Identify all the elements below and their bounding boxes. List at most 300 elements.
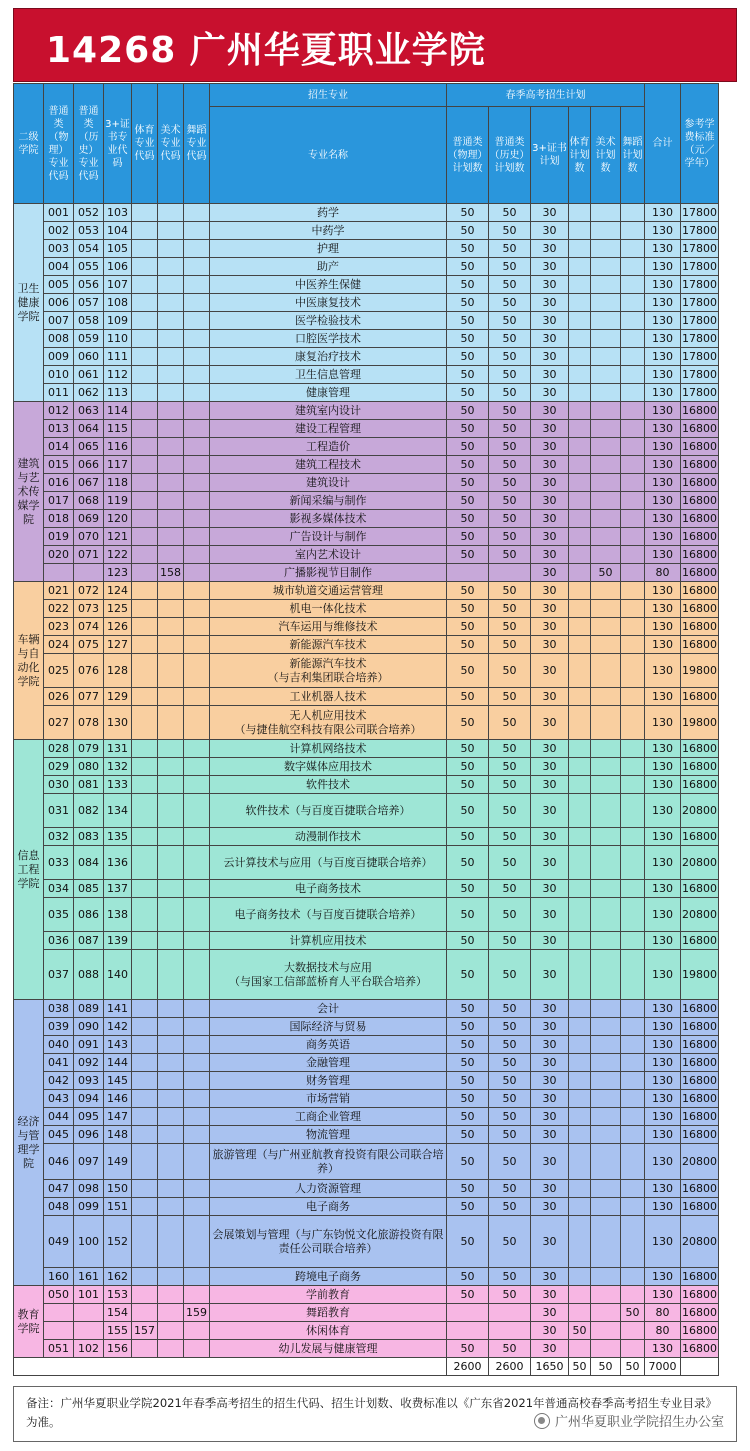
cell-code-hist: 073	[74, 600, 104, 618]
cell-code-pe	[132, 828, 158, 846]
cell-plan-hist: 50	[489, 258, 531, 276]
table-row	[14, 258, 719, 276]
cell-fee: 16800	[681, 1198, 719, 1216]
total-dance: 50	[621, 1358, 645, 1376]
cell-total: 130	[645, 402, 681, 420]
cell-plan-cert: 30	[531, 758, 569, 776]
header-code-phys: 普通类（物理）专业代码	[44, 84, 74, 204]
cell-plan-art	[591, 1108, 621, 1126]
cell-plan-art	[591, 1018, 621, 1036]
cell-code-hist: 102	[74, 1340, 104, 1358]
total-phys: 2600	[447, 1358, 489, 1376]
cell-fee: 16800	[681, 740, 719, 758]
cell-plan-hist: 50	[489, 1198, 531, 1216]
cell-code-phys: 042	[44, 1072, 74, 1090]
cell-code-phys: 019	[44, 528, 74, 546]
cell-code-phys: 012	[44, 402, 74, 420]
cell-code-art	[158, 740, 184, 758]
cell-code-hist: 057	[74, 294, 104, 312]
cell-major-name: 电子商务技术（与百度百捷联合培养）	[210, 898, 447, 932]
cell-code-hist: 083	[74, 828, 104, 846]
cell-code-art	[158, 600, 184, 618]
cell-plan-cert: 30	[531, 564, 569, 582]
cell-plan-hist: 50	[489, 636, 531, 654]
cell-fee: 16800	[681, 932, 719, 950]
cell-plan-cert: 30	[531, 706, 569, 740]
cell-plan-phys: 50	[447, 204, 489, 222]
cell-code-dance	[184, 1090, 210, 1108]
cell-major-name: 汽车运用与维修技术	[210, 618, 447, 636]
cell-code-pe	[132, 1090, 158, 1108]
cell-plan-phys: 50	[447, 528, 489, 546]
watermark-text: 广州华夏职业学院招生办公室	[554, 1415, 724, 1430]
cell-plan-dance	[621, 330, 645, 348]
cell-code-art	[158, 618, 184, 636]
cell-major-name: 跨境电子商务	[210, 1268, 447, 1286]
table-row	[14, 564, 719, 582]
cell-fee: 20800	[681, 846, 719, 880]
cell-plan-cert: 30	[531, 1268, 569, 1286]
cell-code-art	[158, 1322, 184, 1340]
cell-major-name: 中医养生保健	[210, 276, 447, 294]
cell-plan-cert: 30	[531, 898, 569, 932]
cell-plan-dance	[621, 880, 645, 898]
cell-total: 130	[645, 1126, 681, 1144]
cell-fee: 17800	[681, 258, 719, 276]
cell-plan-pe	[569, 492, 591, 510]
cell-code-phys: 037	[44, 950, 74, 1000]
cell-code-hist: 074	[74, 618, 104, 636]
cell-plan-dance	[621, 528, 645, 546]
cell-code-hist: 095	[74, 1108, 104, 1126]
cell-code-dance	[184, 222, 210, 240]
cell-plan-dance	[621, 740, 645, 758]
cell-major-name: 人力资源管理	[210, 1180, 447, 1198]
cell-plan-pe	[569, 510, 591, 528]
cell-plan-hist: 50	[489, 1268, 531, 1286]
cell-code-pe	[132, 582, 158, 600]
table-row	[14, 654, 719, 688]
cell-code-cert: 129	[104, 688, 132, 706]
cell-plan-hist: 50	[489, 1054, 531, 1072]
cell-code-cert: 113	[104, 384, 132, 402]
cell-fee: 16800	[681, 1000, 719, 1018]
cell-total: 130	[645, 1000, 681, 1018]
cell-code-art	[158, 1072, 184, 1090]
cell-code-dance	[184, 1322, 210, 1340]
cell-plan-hist: 50	[489, 1090, 531, 1108]
cell-total: 130	[645, 794, 681, 828]
cell-code-art	[158, 794, 184, 828]
cell-plan-art	[591, 510, 621, 528]
cell-major-name: 工商企业管理	[210, 1108, 447, 1126]
cell-code-pe	[132, 600, 158, 618]
cell-plan-phys: 50	[447, 794, 489, 828]
cell-plan-pe	[569, 1198, 591, 1216]
cell-plan-phys: 50	[447, 582, 489, 600]
cell-total: 130	[645, 1054, 681, 1072]
cell-fee: 16800	[681, 492, 719, 510]
cell-plan-art	[591, 258, 621, 276]
cell-code-cert: 139	[104, 932, 132, 950]
cell-code-pe	[132, 312, 158, 330]
cell-plan-pe	[569, 618, 591, 636]
cell-code-phys: 016	[44, 474, 74, 492]
cell-plan-dance	[621, 1036, 645, 1054]
cell-total: 130	[645, 1340, 681, 1358]
cell-code-phys: 033	[44, 846, 74, 880]
header-plan-pe: 体育计划数	[569, 107, 591, 204]
cell-plan-cert: 30	[531, 1304, 569, 1322]
cell-code-pe	[132, 492, 158, 510]
cell-plan-dance	[621, 1322, 645, 1340]
cell-major-name: 城市轨道交通运营管理	[210, 582, 447, 600]
cell-plan-art	[591, 528, 621, 546]
cell-plan-phys: 50	[447, 1198, 489, 1216]
cell-fee: 16800	[681, 1072, 719, 1090]
cell-plan-hist: 50	[489, 348, 531, 366]
cell-code-art	[158, 1304, 184, 1322]
cell-plan-cert: 30	[531, 600, 569, 618]
header-dept: 二级学院	[14, 84, 44, 204]
cell-plan-pe	[569, 1144, 591, 1180]
cell-fee: 17800	[681, 294, 719, 312]
cell-major-name: 无人机应用技术 （与捷佳航空科技有限公司联合培养）	[210, 706, 447, 740]
cell-plan-phys: 50	[447, 688, 489, 706]
table-row	[14, 898, 719, 932]
cell-code-phys: 007	[44, 312, 74, 330]
cell-plan-cert: 30	[531, 1198, 569, 1216]
cell-fee: 20800	[681, 1144, 719, 1180]
cell-fee: 16800	[681, 1304, 719, 1322]
cell-major-name: 大数据技术与应用 （与国家工信部蓝桥育人平台联合培养）	[210, 950, 447, 1000]
header-plan-dance: 舞蹈计划数	[621, 107, 645, 204]
cell-plan-dance	[621, 474, 645, 492]
header-code-art: 美术专业代码	[158, 84, 184, 204]
cell-code-pe	[132, 846, 158, 880]
cell-plan-dance	[621, 950, 645, 1000]
cell-major-name: 电子商务技术	[210, 880, 447, 898]
cell-plan-cert: 30	[531, 366, 569, 384]
cell-plan-cert: 30	[531, 828, 569, 846]
cell-code-phys: 017	[44, 492, 74, 510]
cell-plan-art	[591, 582, 621, 600]
cell-major-name: 金融管理	[210, 1054, 447, 1072]
cell-plan-dance	[621, 600, 645, 618]
cell-plan-dance	[621, 1000, 645, 1018]
cell-plan-hist: 50	[489, 618, 531, 636]
cell-major-name: 新能源汽车技术 （与吉利集团联合培养）	[210, 654, 447, 688]
cell-code-dance	[184, 1126, 210, 1144]
cell-code-art	[158, 1054, 184, 1072]
cell-plan-cert: 30	[531, 636, 569, 654]
cell-code-cert: 111	[104, 348, 132, 366]
cell-plan-pe	[569, 276, 591, 294]
cell-plan-cert: 30	[531, 618, 569, 636]
cell-code-dance	[184, 546, 210, 564]
cell-code-hist: 078	[74, 706, 104, 740]
cell-code-dance	[184, 828, 210, 846]
cell-code-cert: 138	[104, 898, 132, 932]
cell-plan-phys	[447, 1304, 489, 1322]
cell-code-dance	[184, 510, 210, 528]
table-row	[14, 1144, 719, 1180]
cell-plan-cert: 30	[531, 420, 569, 438]
watermark	[530, 1410, 728, 1431]
cell-plan-art	[591, 294, 621, 312]
cell-fee: 16800	[681, 1108, 719, 1126]
cell-code-cert: 132	[104, 758, 132, 776]
cell-code-art	[158, 654, 184, 688]
cell-code-art	[158, 276, 184, 294]
cell-total: 130	[645, 348, 681, 366]
cell-plan-art	[591, 1144, 621, 1180]
cell-plan-dance	[621, 618, 645, 636]
cell-code-cert: 116	[104, 438, 132, 456]
cell-plan-pe	[569, 654, 591, 688]
cell-code-cert: 107	[104, 276, 132, 294]
cell-plan-art	[591, 794, 621, 828]
cell-plan-pe	[569, 1304, 591, 1322]
cell-code-dance	[184, 1018, 210, 1036]
cell-plan-pe	[569, 828, 591, 846]
cell-code-hist: 052	[74, 204, 104, 222]
title-banner	[13, 8, 737, 82]
cell-plan-cert: 30	[531, 1000, 569, 1018]
cell-code-pe	[132, 1126, 158, 1144]
cell-plan-dance	[621, 794, 645, 828]
cell-plan-pe	[569, 846, 591, 880]
cell-code-phys: 014	[44, 438, 74, 456]
table-row	[14, 366, 719, 384]
cell-plan-phys: 50	[447, 758, 489, 776]
cell-plan-hist: 50	[489, 1180, 531, 1198]
cell-code-art	[158, 1126, 184, 1144]
cell-plan-dance	[621, 276, 645, 294]
cell-total: 130	[645, 438, 681, 456]
cell-code-art	[158, 1036, 184, 1054]
cell-code-pe	[132, 1304, 158, 1322]
cell-code-dance	[184, 898, 210, 932]
cell-major-name: 广播影视节目制作	[210, 564, 447, 582]
cell-code-hist: 056	[74, 276, 104, 294]
cell-plan-phys: 50	[447, 1090, 489, 1108]
dept-name: 教育学院	[14, 1286, 44, 1358]
cell-plan-art	[591, 438, 621, 456]
cell-fee: 16800	[681, 582, 719, 600]
cell-code-phys: 018	[44, 510, 74, 528]
table-row	[14, 204, 719, 222]
table-row	[14, 276, 719, 294]
cell-code-phys: 021	[44, 582, 74, 600]
cell-plan-dance	[621, 312, 645, 330]
cell-plan-art	[591, 312, 621, 330]
cell-code-art	[158, 528, 184, 546]
cell-code-dance	[184, 204, 210, 222]
cell-code-cert: 106	[104, 258, 132, 276]
cell-plan-art	[591, 828, 621, 846]
table-row	[14, 474, 719, 492]
cell-plan-cert: 30	[531, 204, 569, 222]
cell-code-phys	[44, 564, 74, 582]
cell-code-hist: 088	[74, 950, 104, 1000]
cell-code-hist: 090	[74, 1018, 104, 1036]
cell-plan-art	[591, 384, 621, 402]
cell-code-cert: 156	[104, 1340, 132, 1358]
cell-code-art	[158, 828, 184, 846]
cell-code-hist: 062	[74, 384, 104, 402]
table-row	[14, 1180, 719, 1198]
cell-code-art	[158, 222, 184, 240]
cell-plan-pe	[569, 776, 591, 794]
cell-plan-hist: 50	[489, 438, 531, 456]
cell-code-art	[158, 688, 184, 706]
cell-plan-hist: 50	[489, 706, 531, 740]
cell-plan-phys: 50	[447, 932, 489, 950]
cell-total: 130	[645, 846, 681, 880]
cell-plan-phys: 50	[447, 636, 489, 654]
cell-code-dance	[184, 932, 210, 950]
cell-total: 80	[645, 1322, 681, 1340]
cell-plan-cert: 30	[531, 1054, 569, 1072]
cell-total: 130	[645, 510, 681, 528]
cell-major-name: 护理	[210, 240, 447, 258]
cell-plan-dance	[621, 546, 645, 564]
cell-code-hist: 086	[74, 898, 104, 932]
cell-plan-phys: 50	[447, 950, 489, 1000]
table-row	[14, 1304, 719, 1322]
cell-code-dance: 159	[184, 1304, 210, 1322]
cell-plan-phys: 50	[447, 1268, 489, 1286]
cell-plan-cert: 30	[531, 950, 569, 1000]
cell-code-hist: 054	[74, 240, 104, 258]
cell-plan-phys: 50	[447, 1018, 489, 1036]
cell-code-art	[158, 258, 184, 276]
cell-plan-pe	[569, 222, 591, 240]
cell-code-phys: 020	[44, 546, 74, 564]
cell-code-phys: 030	[44, 776, 74, 794]
cell-fee: 16800	[681, 1340, 719, 1358]
cell-major-name: 计算机网络技术	[210, 740, 447, 758]
table-row	[14, 510, 719, 528]
cell-code-dance	[184, 1072, 210, 1090]
cell-code-pe	[132, 456, 158, 474]
cell-plan-hist: 50	[489, 1340, 531, 1358]
cell-fee: 16800	[681, 528, 719, 546]
cell-plan-dance	[621, 222, 645, 240]
cell-plan-dance	[621, 758, 645, 776]
cell-code-phys: 160	[44, 1268, 74, 1286]
cell-plan-hist: 50	[489, 1126, 531, 1144]
cell-major-name: 卫生信息管理	[210, 366, 447, 384]
header-code-pe: 体育专业代码	[132, 84, 158, 204]
header-major-group: 招生专业	[210, 84, 447, 107]
cell-code-art	[158, 240, 184, 258]
table-row	[14, 758, 719, 776]
cell-plan-dance	[621, 1286, 645, 1304]
cell-plan-dance	[621, 654, 645, 688]
cell-code-cert: 144	[104, 1054, 132, 1072]
cell-plan-pe	[569, 546, 591, 564]
cell-total: 130	[645, 950, 681, 1000]
cell-code-dance	[184, 240, 210, 258]
cell-plan-cert: 30	[531, 348, 569, 366]
cell-code-cert: 145	[104, 1072, 132, 1090]
cell-plan-pe	[569, 258, 591, 276]
cell-plan-pe	[569, 1090, 591, 1108]
cell-total: 130	[645, 740, 681, 758]
cell-plan-art	[591, 706, 621, 740]
cell-code-art	[158, 898, 184, 932]
cell-code-hist: 076	[74, 654, 104, 688]
cell-total: 130	[645, 384, 681, 402]
cell-code-phys: 003	[44, 240, 74, 258]
cell-major-name: 建设工程管理	[210, 420, 447, 438]
total-cert: 1650	[531, 1358, 569, 1376]
table-row	[14, 1054, 719, 1072]
cell-code-hist	[74, 564, 104, 582]
cell-fee: 16800	[681, 564, 719, 582]
table-row	[14, 438, 719, 456]
cell-plan-art	[591, 950, 621, 1000]
cell-plan-pe	[569, 474, 591, 492]
cell-code-phys: 049	[44, 1216, 74, 1268]
cell-plan-dance	[621, 294, 645, 312]
cell-code-art	[158, 636, 184, 654]
cell-code-phys: 024	[44, 636, 74, 654]
cell-code-pe	[132, 706, 158, 740]
cell-code-phys: 032	[44, 828, 74, 846]
cell-plan-phys: 50	[447, 600, 489, 618]
cell-plan-hist: 50	[489, 510, 531, 528]
cell-code-dance	[184, 1036, 210, 1054]
cell-code-hist: 077	[74, 688, 104, 706]
cell-plan-dance	[621, 582, 645, 600]
cell-plan-hist: 50	[489, 688, 531, 706]
cell-plan-dance	[621, 1090, 645, 1108]
cell-code-pe	[132, 348, 158, 366]
cell-code-cert: 148	[104, 1126, 132, 1144]
cell-plan-dance	[621, 1018, 645, 1036]
table-row	[14, 950, 719, 1000]
cell-code-hist	[74, 1304, 104, 1322]
cell-code-phys	[44, 1322, 74, 1340]
cell-code-phys	[44, 1304, 74, 1322]
cell-plan-art	[591, 456, 621, 474]
cell-code-art	[158, 1144, 184, 1180]
cell-code-pe	[132, 1072, 158, 1090]
cell-total: 130	[645, 1216, 681, 1268]
cell-code-hist: 092	[74, 1054, 104, 1072]
cell-plan-cert: 30	[531, 1180, 569, 1198]
cell-code-cert: 126	[104, 618, 132, 636]
cell-plan-cert: 30	[531, 402, 569, 420]
totals-blank	[14, 1358, 447, 1376]
cell-plan-art	[591, 758, 621, 776]
cell-code-pe	[132, 1000, 158, 1018]
cell-code-phys: 051	[44, 1340, 74, 1358]
cell-plan-phys	[447, 1322, 489, 1340]
table-row	[14, 546, 719, 564]
cell-major-name: 影视多媒体技术	[210, 510, 447, 528]
cell-plan-cert: 30	[531, 1126, 569, 1144]
cell-plan-cert: 30	[531, 456, 569, 474]
cell-total: 130	[645, 420, 681, 438]
cell-code-art	[158, 880, 184, 898]
cell-plan-dance	[621, 898, 645, 932]
cell-plan-pe	[569, 312, 591, 330]
cell-fee: 17800	[681, 276, 719, 294]
